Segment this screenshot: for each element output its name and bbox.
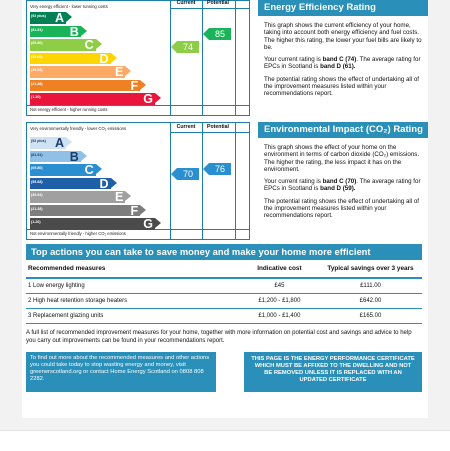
eer-top-label: Very energy efficient - lower running costs: [30, 4, 108, 9]
eer-current-value: 74: [182, 42, 193, 52]
band-letter: B: [69, 149, 79, 164]
col-cost: Indicative cost: [240, 260, 319, 278]
band-letter: C: [84, 38, 94, 52]
energy-efficiency-panel: [258, 0, 428, 103]
band-range: (21-38): [31, 206, 43, 211]
band-d: [30, 178, 111, 190]
band-range: (21-38): [31, 81, 43, 86]
measure-cell: 2 High heat retention storage heaters: [26, 294, 240, 309]
band-letter: F: [130, 78, 139, 93]
band-letter: B: [69, 24, 79, 39]
band-range: (81-91): [31, 152, 43, 157]
eir-top-label: Very environmentally friendly - lower CO₂ emissions: [30, 126, 127, 131]
eir-panel-p3: The potential rating shows the effect of undertaking all of the improvement measures listed within your recommendations report.: [264, 197, 420, 220]
top-actions-section: [26, 244, 422, 345]
band-g: [30, 93, 155, 105]
eer-bottom-label: Not energy efficient - higher running costs: [30, 107, 108, 112]
eer-current-header: Current: [176, 0, 196, 6]
eir-potential-arrow: [209, 163, 231, 175]
band-letter: F: [130, 203, 139, 218]
table-row: [26, 309, 422, 324]
eer-panel-p3: The potential rating shows the effect of undertaking all of the improvement measures listed within your recommendations report.: [264, 75, 420, 98]
band-g: [30, 218, 155, 230]
find-out-more-box: To find out more about the recommended measures and other actions you could take today to stop wasting energy and money, visit greenerscotland.org or contact Home Energy Scotland on 0808 808 2282.: [26, 352, 216, 392]
band-e: [30, 191, 125, 203]
cost-cell: £1,000 - £1,400: [240, 309, 319, 324]
band-b: [30, 151, 81, 163]
band-d: [30, 53, 111, 65]
eer-panel-p2: Your current rating is band C (74). The average rating for EPCs in Scotland is band D (61).: [264, 56, 421, 71]
savings-cell: £642.00: [319, 294, 422, 309]
band-letter: G: [143, 92, 153, 106]
band-letter: G: [143, 217, 153, 231]
cost-cell: £45: [240, 278, 319, 294]
measure-cell: 3 Replacement glazing units: [26, 309, 240, 324]
band-e: [30, 66, 125, 78]
table-row: [26, 278, 422, 294]
band-range: (92 plus): [31, 139, 46, 143]
band-letter: E: [114, 65, 124, 79]
recommendations-note: A full list of recommended improvement measures for your home, together with more information on potential cost and savings and advice to help you carry out improvements can be found in your recommendations report.: [26, 330, 412, 344]
band-letter: A: [54, 136, 64, 150]
eir-potential-value: 76: [214, 164, 225, 174]
eir-current-arrow: [177, 168, 199, 180]
eer-potential-header: Potential: [207, 0, 229, 6]
band-f: [30, 80, 140, 92]
table-row: [26, 294, 422, 309]
eir-panel-p1: This graph shows the effect of your home on the environment in terms of carbon dioxide (CO₂) emissions. The higher the rating, the less impact it has on the environment.: [264, 144, 420, 173]
band-letter: C: [84, 163, 94, 177]
band-a: [30, 12, 66, 24]
band-c: [30, 39, 96, 51]
eer-potential-value: 85: [214, 29, 225, 39]
eir-bottom-label: Not environmentally friendly - higher CO₂ emissions: [30, 231, 126, 236]
band-range: (39-54): [31, 193, 43, 197]
environmental-impact-chart: [26, 122, 250, 240]
band-letter: D: [99, 51, 109, 66]
top-actions-table: [26, 260, 422, 324]
eir-potential-header: Potential: [207, 124, 229, 130]
band-range: (55-68): [31, 179, 43, 184]
eer-potential-arrow: [209, 28, 231, 40]
environmental-impact-panel: [258, 122, 428, 225]
top-actions-title: Top actions you can take to save money and make your home more efficient: [26, 244, 422, 260]
epc-page: [22, 0, 428, 418]
eir-current-header: Current: [176, 124, 196, 130]
eir-current-value: 70: [182, 169, 193, 179]
energy-efficiency-chart: [26, 0, 250, 116]
measure-cell: 1 Low energy lighting: [26, 278, 240, 294]
eir-panel-p2: Your current rating is band C (70). The average rating for EPCs in Scotland is band D (59).: [264, 178, 421, 193]
eir-panel-title: Environmental Impact (CO₂) Rating: [258, 122, 428, 138]
band-letter: E: [114, 190, 124, 204]
band-range: (92 plus): [31, 14, 46, 18]
band-range: (1-20): [31, 220, 41, 224]
cost-cell: £1,200 - £1,800: [240, 294, 319, 309]
savings-cell: £111.00: [319, 278, 422, 294]
eer-panel-title: Energy Efficiency Rating: [258, 0, 428, 16]
certificate-notice-box: THIS PAGE IS THE ENERGY PERFORMANCE CERTIFICATE WHICH MUST BE AFFIXED TO THE DWELLING AND NOT BE REMOVED UNLESS IT IS REPLACED WITH AN UPDATED CERTIFICATE: [244, 352, 422, 392]
band-range: (39-54): [31, 68, 43, 72]
band-range: (55-68): [31, 54, 43, 59]
band-range: (1-20): [31, 95, 41, 99]
band-c: [30, 164, 96, 176]
band-range: (69-80): [31, 166, 43, 170]
col-measures: Recommended measures: [26, 260, 240, 278]
band-letter: D: [99, 176, 109, 191]
band-f: [30, 205, 140, 217]
next-page-card: [0, 430, 450, 451]
eer-panel-p1: This graph shows the current efficiency of your home, taking into account both energy efficiency and fuel costs. The higher this rating, the lower your fuel bills are likely to be.: [264, 22, 422, 51]
band-b: [30, 26, 81, 38]
eer-current-arrow: [177, 41, 199, 53]
band-range: (69-80): [31, 41, 43, 45]
band-range: (81-91): [31, 27, 43, 32]
savings-cell: £165.00: [319, 309, 422, 324]
band-letter: A: [54, 11, 64, 25]
band-a: [30, 137, 66, 149]
col-savings: Typical savings over 3 years: [319, 260, 422, 278]
